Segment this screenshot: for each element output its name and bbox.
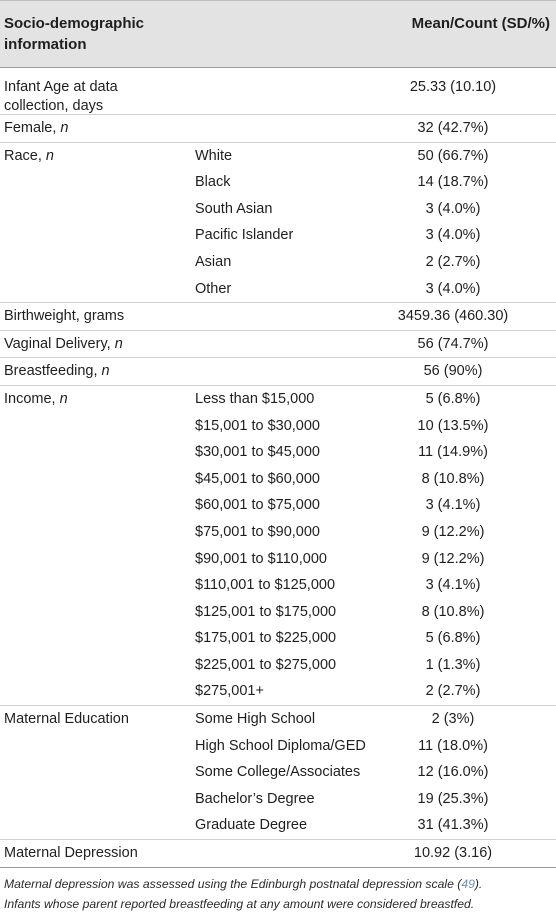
footnote-line1: Maternal depression was assessed using the Edinburgh postnatal depression scale (49). [4,877,483,891]
row-category: $275,001+ [195,683,264,700]
row-category: $90,001 to $110,000 [195,550,327,567]
table-row [0,546,556,573]
row-category: $175,001 to $225,000 [195,630,337,647]
table-row [0,652,556,679]
row-category: $225,001 to $275,000 [195,656,337,673]
row-value: 11 (18.0%) [418,737,488,754]
row-category: Black [195,174,231,191]
row-value: 3 (4.1%) [425,577,481,594]
table-row [0,330,556,358]
table-row [0,222,556,249]
row-value: 2 (3%) [431,711,475,728]
row-value: 3 (4.1%) [425,497,481,514]
table-row [0,733,556,760]
row-label: Breastfeeding, n [4,363,110,380]
table-row [0,572,556,599]
row-label: Vaginal Delivery, n [4,335,123,352]
row-category: High School Diploma/GED [195,737,366,754]
row-value: 10 (13.5%) [417,417,489,434]
table-row [0,678,556,705]
row-label: Race, n [4,147,54,164]
table-row [0,812,556,839]
table-row [0,705,556,733]
table-row [0,249,556,276]
table-row [0,786,556,813]
table-row [0,142,556,170]
table-row [0,439,556,466]
row-value: 3 (4.0%) [425,200,481,217]
table-row [0,276,556,303]
row-value: 2 (2.7%) [425,683,481,700]
row-category: Graduate Degree [195,817,308,834]
row-category: $75,001 to $90,000 [195,523,320,540]
row-value: 8 (10.8%) [421,470,485,487]
row-value: 2 (2.7%) [425,253,481,270]
table-row [0,169,556,196]
table-row [0,385,556,413]
row-value: 10.92 (3.16) [413,845,493,862]
row-value: 56 (90%) [423,363,483,380]
table-row [0,114,556,142]
row-value: 32 (42.7%) [417,120,489,136]
row-value: 25.33 (10.10) [409,79,497,95]
header-info: Socio-demographic information [4,15,145,53]
row-value: 3 (4.0%) [425,227,481,244]
header-mean-count: Mean/Count (SD/%) [411,15,550,32]
row-value: 11 (14.9%) [418,444,488,461]
row-value: 1 (1.3%) [425,656,481,673]
row-category: Bachelor’s Degree [195,790,315,807]
table-row [0,625,556,652]
row-category: $60,001 to $75,000 [195,497,320,514]
table-row [0,492,556,519]
row-label: Birthweight, grams [4,308,125,325]
row-label: Income, n [4,390,68,407]
row-label: Maternal Education [4,711,129,728]
row-value: 5 (6.8%) [425,630,481,647]
row-value: 14 (18.7%) [417,174,489,191]
row-category: Other [195,280,232,297]
table-row [0,413,556,440]
footnote-line2: Infants whose parent reported breastfeeding at any amount were considered breastfed. [4,897,475,911]
table-row [0,68,556,114]
row-value: 8 (10.8%) [421,603,485,620]
row-value: 9 (12.2%) [421,523,485,540]
row-category: $110,001 to $125,000 [195,577,336,594]
row-value: 50 (66.7%) [417,147,489,164]
row-category: $15,001 to $30,000 [195,417,320,434]
row-category: $125,001 to $175,000 [195,603,337,620]
table-header [0,0,556,68]
table-row [0,759,556,786]
table-row [0,466,556,493]
table-footnote [4,874,556,914]
table-body [0,68,556,867]
row-category: Some High School [195,711,316,728]
table-row [0,357,556,385]
table-row [0,599,556,626]
table-row [0,196,556,223]
table-row [0,519,556,546]
row-category: $30,001 to $45,000 [195,444,320,461]
row-category: Some College/Associates [195,764,361,781]
row-label: Female, n [4,120,69,136]
table-row [0,839,556,867]
row-value: 56 (74.7%) [417,335,489,352]
row-value: 12 (16.0%) [417,764,489,781]
row-value: 5 (6.8%) [425,390,481,407]
row-category: $45,001 to $60,000 [195,470,320,487]
row-value: 3 (4.0%) [425,280,481,297]
row-label: Maternal Depression [4,845,138,862]
row-category: Asian [195,253,232,270]
row-value: 19 (25.3%) [417,790,489,807]
row-value: 31 (41.3%) [417,817,489,834]
row-category: Pacific Islander [195,227,294,244]
reference-link[interactable]: 49 [461,877,475,891]
table-row [0,302,556,330]
row-category: Less than $15,000 [195,390,315,407]
row-category: White [195,147,233,164]
row-value: 9 (12.2%) [421,550,485,567]
table-bottom-rule [0,867,556,868]
row-category: South Asian [195,200,273,217]
row-value: 3459.36 (460.30) [397,308,509,325]
row-label: Infant Age at data collection, days [4,79,118,114]
